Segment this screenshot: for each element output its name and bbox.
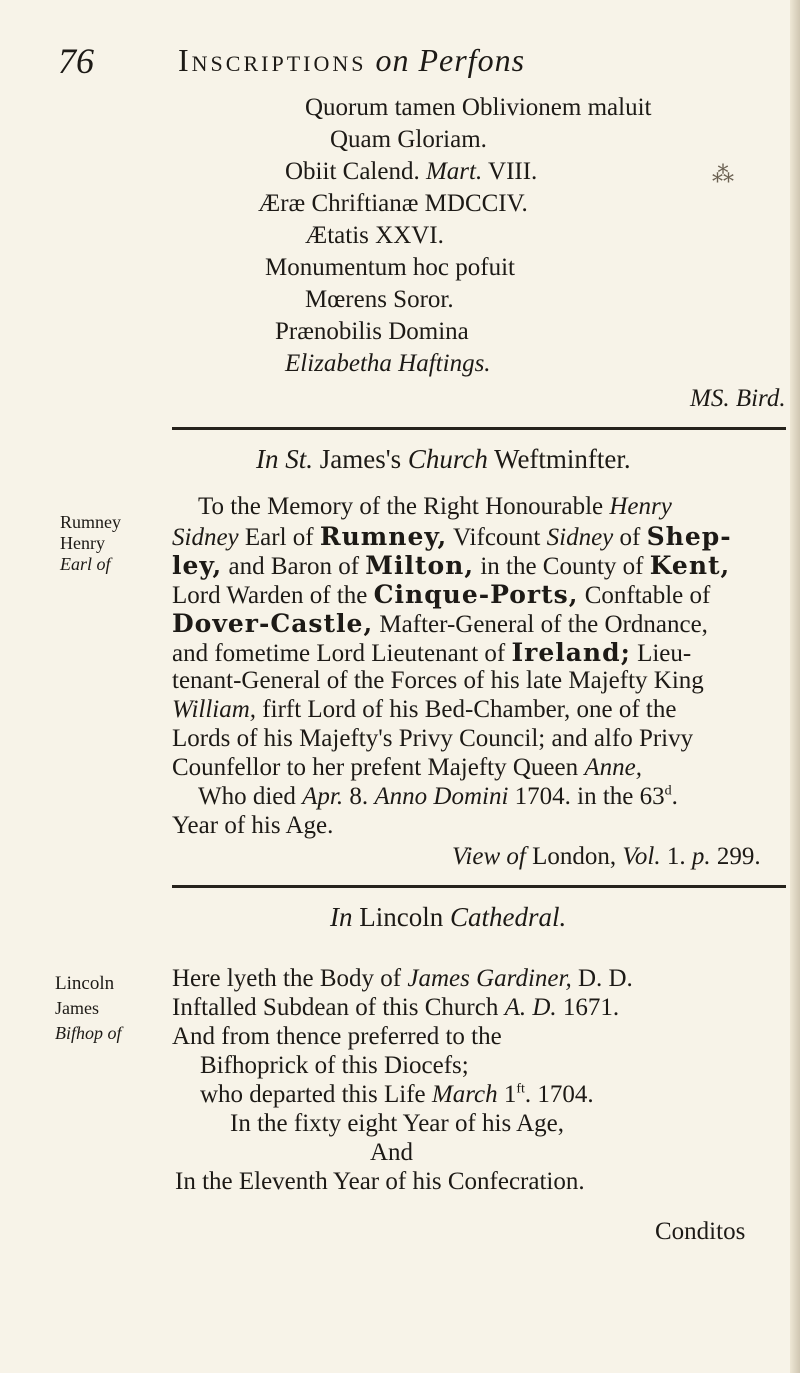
body-line: In the Eleventh Year of his Confecration. <box>175 1168 585 1195</box>
inscription-line: Elizabetha Haftings. <box>285 350 491 377</box>
inscription-line: Monumentum hoc pofuit <box>265 254 515 281</box>
body-line: Inftalled Subdean of this Church A. D. 1671. <box>172 994 620 1021</box>
section-rule <box>172 427 786 430</box>
body-line: To the Memory of the Right Honourable Henry <box>198 493 672 520</box>
body-line: And from thence preferred to the <box>172 1023 502 1050</box>
body-line: Lord Warden of the Cinque-Ports, Conftable of <box>172 580 711 609</box>
body-line: Dover-Castle, Mafter-General of the Ordnance, <box>172 609 708 638</box>
body-line: tenant-General of the Forces of his late Majefty King <box>172 667 704 694</box>
source-citation: View of London, Vol. 1. p. 299. <box>452 843 761 870</box>
running-title-on: on <box>375 42 410 78</box>
section-heading: In St. James's Church Weftminfter. <box>256 444 631 474</box>
body-line: ley, and Baron of Milton, in the County of Kent, <box>172 551 731 580</box>
body-line: Bifhoprick of this Diocefs; <box>200 1052 469 1079</box>
margin-note: Lincoln <box>55 973 115 994</box>
margin-mark: ⁂ <box>712 162 734 187</box>
inscription-line: Æræ Chriftianæ MDCCIV. <box>258 190 528 217</box>
inscription-line: Ætatis XXVI. <box>305 222 444 249</box>
inscription-line: Quam Gloriam. <box>330 126 487 153</box>
body-line: In the fixty eight Year of his Age, <box>230 1110 564 1137</box>
running-header <box>58 40 748 80</box>
running-title-persons: Perfons <box>418 42 526 78</box>
section-heading: In Lincoln Cathedral. <box>330 902 567 932</box>
source-citation: MS. Bird. <box>690 385 786 412</box>
margin-note: Henry <box>60 533 105 553</box>
inscription-line: Quorum tamen Oblivionem maluit <box>305 94 652 121</box>
catchword: Conditos <box>655 1218 746 1245</box>
body-line: William, firft Lord of his Bed-Chamber, one of the <box>172 696 677 723</box>
body-line: Who died Apr. 8. Anno Domini 1704. in the 63$^d$. <box>198 783 678 810</box>
body-line: Here lyeth the Body of James Gardiner, D. D. <box>172 965 633 992</box>
margin-note: James <box>55 998 99 1018</box>
body-line: Counfellor to her prefent Majefty Queen Anne, <box>172 754 642 781</box>
body-line: And <box>370 1139 414 1166</box>
body-line: Sidney Earl of Rumney, Vifcount Sidney of Shep- <box>172 522 732 551</box>
running-title-word: Inscriptions <box>178 42 367 78</box>
margin-note: Bifhop of <box>55 1023 122 1043</box>
body-line: and fometime Lord Lieutenant of Ireland; Lieu- <box>172 638 692 667</box>
inscription-line: Mœrens Soror. <box>305 286 454 313</box>
body-line: Lords of his Majefty's Privy Council; and alfo Privy <box>172 725 694 752</box>
margin-note: Rumney <box>60 512 121 532</box>
inscription-line: Obiit Calend. Mart. VIII. <box>285 158 538 185</box>
section-rule <box>172 885 786 888</box>
page-number: 76 <box>58 41 94 81</box>
margin-note: Earl of <box>60 554 111 574</box>
body-line: who departed this Life March $1^{ft}$. 1704. <box>200 1081 594 1108</box>
inscription-line: Prænobilis Domina <box>275 318 469 345</box>
page-edge <box>790 0 800 1373</box>
body-line: Year of his Age. <box>172 812 334 839</box>
running-title <box>178 42 525 79</box>
